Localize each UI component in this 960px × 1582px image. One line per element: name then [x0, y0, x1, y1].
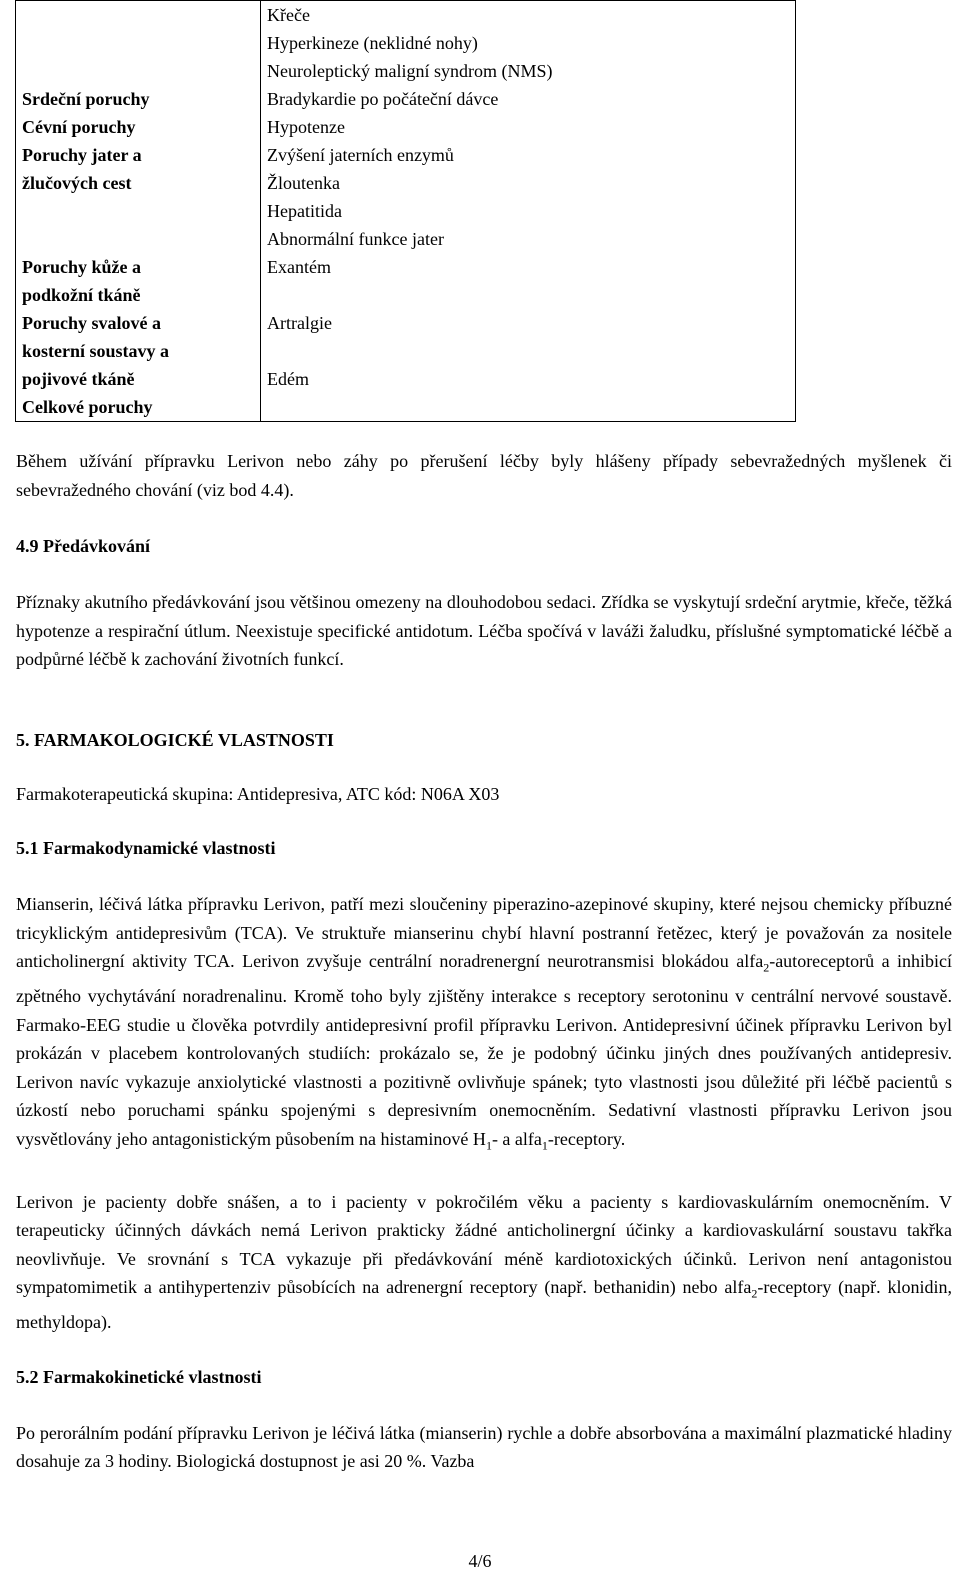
document-page: [16, 0, 952, 1476]
heading-5-2: 5.2 Farmakokinetické vlastnosti: [16, 1366, 262, 1387]
term-edem: Edém: [267, 369, 309, 389]
paragraph-pharmacotherapeutic-group: Farmakoterapeutická skupina: Antidepresiva, ATC kód: N06A X03: [16, 783, 500, 804]
term-nms: Neuroleptický maligní syndrom (NMS): [267, 61, 553, 81]
terms-column: [261, 1, 796, 422]
heading-4-9: 4.9 Předávkování: [16, 536, 151, 556]
term-enzymy: Zvýšení jaterních enzymů: [267, 145, 454, 165]
heading-5: 5. FARMAKOLOGICKÉ VLASTNOSTI: [16, 729, 334, 750]
term-krece: Křeče: [267, 5, 310, 25]
term-hyperkineze: Hyperkineze (neklidné nohy): [267, 33, 478, 53]
term-zloutenka: Žloutenka: [267, 173, 340, 193]
term-hepatitida: Hepatitida: [267, 201, 342, 221]
soc-musculoskeletal-1: Poruchy svalové a: [22, 313, 161, 333]
heading-5-1: 5.1 Farmakodynamické vlastnosti: [16, 838, 276, 858]
paragraph-pharmacokinetics: Po perorálním podání přípravku Lerivon je léčivá látka (mianserin) rychle a dobře absorbována a maximální plazmatické hladiny dosahuje za 3 hodiny. Biologická dostupnost je asi 20 %. Vazba: [16, 1422, 952, 1472]
term-funkce-jater: Abnormální funkce jater: [267, 229, 444, 249]
soc-skin-2: podkožní tkáně: [22, 285, 141, 305]
soc-general: Celkové poruchy: [22, 397, 153, 417]
term-hypotenze: Hypotenze: [267, 117, 345, 137]
soc-musculoskeletal-3: pojivové tkáně: [22, 369, 135, 389]
paragraph-pharmacodynamics-2: Lerivon je pacienty dobře snášen, a to i pacienty v pokročilém věku a pacienty s kardiovaskulárním onemocněním. V terapeuticky účinných dávkách nemá Lerivon prakticky žádné anticholinergní účinky a kardiovaskulární soustavu takřka neovlivňuje. Ve srovnání s TCA vykazuje při předávkování méně kardiotoxických účinků. Lerivon není antagonistou sympatomimetik a antihypertenziv působících na adrenergní receptory (např. bethanidin) nebo alfa$_2$-receptory (např. klonidin, methyldopa).: [16, 1191, 952, 1333]
soc-cardiac: Srdeční poruchy: [22, 89, 150, 109]
paragraph-suicide-warning: Během užívání přípravku Lerivon nebo záhy po přerušení léčby byly hlášeny případy sebevražedných myšlenek či sebevražedného chování (viz bod 4.4).: [16, 451, 952, 500]
soc-hepatobiliary-1: Poruchy jater a: [22, 145, 142, 165]
page-number: 4/6: [468, 1551, 492, 1571]
soc-hepatobiliary-2: žlučových cest: [22, 173, 132, 193]
soc-vascular: Cévní poruchy: [22, 117, 136, 137]
adverse-effects-table: [15, 0, 796, 422]
term-bradykardie: Bradykardie po počáteční dávce: [267, 89, 499, 109]
term-artralgie: Artralgie: [267, 313, 332, 333]
soc-column: [16, 1, 261, 422]
paragraph-pharmacodynamics-1: Mianserin, léčivá látka přípravku Lerivon, patří mezi sloučeniny piperazino-azepinové skupiny, které nejsou chemicky příbuzné tricyklickým antidepresivům (TCA). Ve struktuře mianserinu chybí hlavní postranní řetězec, který je považován za nositele anticholinergní aktivity TCA. Lerivon zvyšuje centrální noradrenergní neurotransmisi blokádou alfa$_2$-autoreceptorů a inhibicí zpětného vychytávání noradrenalinu. Kromě toho byly zjištěny interakce s receptory serotoninu v centrální nervové soustavě. Farmako-EEG studie u člověka potvrdily antidepresivní profil přípravku Lerivon. Antidepresivní účinek přípravku Lerivon byl prokázán v placebem kontrolovaných studiích: prokázalo se, že je podobný účinku jiných dnes používaných antidepresiv. Lerivon navíc vykazuje anxiolytické vlastnosti a pozitivně ovlivňuje spánek; tyto vlastnosti jsou důležité při léčbě pacientů s úzkostí nebo poruchami spánku spojenými s depresivním onemocněním. Sedativní vlastnosti přípravku Lerivon jsou vysvětlovány jeho antagonistickým působením na histaminové $H_1-$ a alfa$_1$-receptory.: [16, 894, 952, 1153]
paragraph-overdose: Příznaky akutního předávkování jsou většinou omezeny na dlouhodobou sedaci. Zřídka se vyskytují srdeční arytmie, křeče, těžká hypotenze a respirační útlum. Neexistuje specifické antidotum. Léčba spočívá v laváži žaludku, příslušné symptomatické léčbě a podpůrné léčbě k zachování životních funkcí.: [16, 592, 952, 669]
term-exantem: Exantém: [267, 257, 331, 277]
soc-musculoskeletal-2: kosterní soustavy a: [22, 341, 170, 361]
soc-skin-1: Poruchy kůže a: [22, 257, 141, 277]
